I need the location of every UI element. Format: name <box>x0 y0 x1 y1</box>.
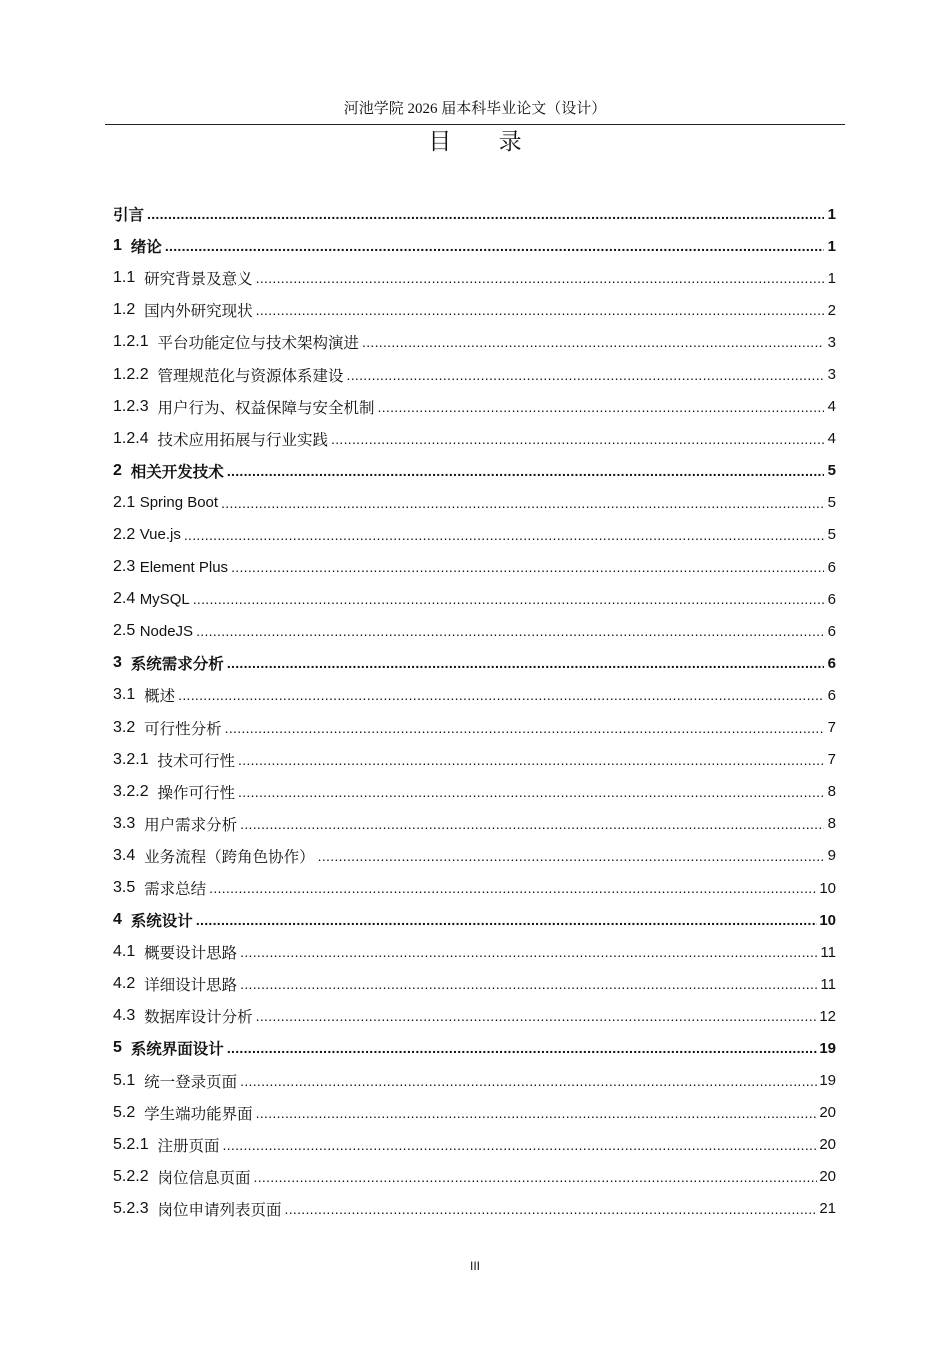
toc-dot-leader <box>227 1040 818 1056</box>
toc-dot-leader <box>256 1008 818 1024</box>
toc-entry-page: 8 <box>827 815 836 833</box>
toc-entry-page: 11 <box>820 943 836 961</box>
toc-dot-leader <box>362 334 824 350</box>
toc-entry-label: Element Plus <box>139 558 229 576</box>
toc-dot-leader <box>254 1169 818 1185</box>
toc-entry-number: 1.2.3 <box>113 397 158 415</box>
toc-entry-label: 需求总结 <box>144 880 207 899</box>
toc-dot-leader <box>256 1105 818 1121</box>
toc-entry-label: 管理规范化与资源体系建设 <box>157 366 344 385</box>
toc-dot-leader <box>256 302 824 318</box>
toc-entry-number: 3.2.2 <box>113 782 158 800</box>
toc-dot-leader <box>227 655 824 671</box>
page-number: III <box>469 1259 480 1273</box>
toc-entry[interactable] <box>113 647 836 679</box>
toc-dot-leader <box>223 1137 818 1153</box>
toc-dot-leader <box>256 270 824 286</box>
toc-entry[interactable] <box>113 230 836 262</box>
toc-entry-number: 3.5 <box>113 879 145 897</box>
toc-entry[interactable] <box>113 712 836 744</box>
toc-entry-number: 1.2.1 <box>113 333 158 351</box>
toc-entry-page: 9 <box>827 847 836 865</box>
toc-entry-number: 2.3 <box>113 558 140 576</box>
toc-entry-label: 注册页面 <box>157 1136 220 1155</box>
toc-entry[interactable] <box>113 487 836 519</box>
toc-entry[interactable] <box>113 1129 836 1161</box>
toc-entry[interactable] <box>113 840 836 872</box>
toc-entry[interactable] <box>113 391 836 423</box>
toc-entry-page: 19 <box>819 1072 836 1090</box>
toc-entry-number: 1.1 <box>113 269 145 287</box>
toc-dot-leader <box>240 1073 817 1089</box>
toc-dot-leader <box>331 431 824 447</box>
toc-entry-number: 4 <box>113 911 131 929</box>
toc-entry-page: 6 <box>827 558 836 576</box>
page-header: 河池学院 2026 届本科毕业论文（设计） <box>343 101 607 117</box>
toc-dot-leader <box>240 816 824 832</box>
toc-entry-label: MySQL <box>139 590 190 608</box>
toc-entry[interactable] <box>113 776 836 808</box>
toc-entry-number: 5.2.1 <box>113 1135 158 1153</box>
toc-entry-number: 2.5 <box>113 622 140 640</box>
toc-entry-page: 10 <box>819 879 836 897</box>
toc-dot-leader <box>196 912 818 928</box>
toc-entry-label: 岗位信息页面 <box>157 1168 251 1187</box>
toc-dot-leader <box>209 880 817 896</box>
toc-entry-label: 详细设计思路 <box>144 976 238 995</box>
toc-entry[interactable] <box>113 198 836 230</box>
toc-entry[interactable] <box>113 1193 836 1225</box>
toc-entry-label: 国内外研究现状 <box>144 302 253 321</box>
toc-entry[interactable] <box>113 1097 836 1129</box>
toc-entry-label: 岗位申请列表页面 <box>157 1200 282 1219</box>
toc-entry-number: 2 <box>113 461 131 479</box>
table-of-contents <box>113 198 836 1225</box>
toc-entry-number: 2.2 <box>113 525 140 543</box>
toc-entry-label: 技术应用拓展与行业实践 <box>157 430 328 449</box>
toc-entry-label: 系统需求分析 <box>130 655 224 674</box>
toc-entry-label: 数据库设计分析 <box>144 1008 253 1027</box>
toc-dot-leader <box>318 848 824 864</box>
toc-dot-leader <box>378 399 825 415</box>
toc-entry-label: 可行性分析 <box>144 719 222 738</box>
toc-entry-page: 6 <box>827 590 836 608</box>
toc-dot-leader <box>227 463 824 479</box>
toc-entry[interactable] <box>113 1032 836 1064</box>
toc-dot-leader <box>193 591 824 607</box>
toc-dot-leader <box>221 495 824 511</box>
toc-entry-label: 研究背景及意义 <box>144 270 253 289</box>
toc-entry-page: 4 <box>827 398 836 416</box>
toc-entry-number: 3.1 <box>113 686 145 704</box>
toc-entry-page: 5 <box>827 494 836 512</box>
toc-entry-number: 4.2 <box>113 975 145 993</box>
toc-entry[interactable] <box>113 423 836 455</box>
toc-entry-label: 系统界面设计 <box>130 1040 224 1059</box>
toc-entry[interactable] <box>113 583 836 615</box>
toc-entry-number: 3 <box>113 654 131 672</box>
toc-entry-label: Spring Boot <box>139 494 219 512</box>
toc-entry-number: 1.2.2 <box>113 365 158 383</box>
toc-entry-label: 平台功能定位与技术架构演进 <box>157 334 359 353</box>
toc-entry-page: 19 <box>819 1039 836 1057</box>
toc-dot-leader <box>147 206 824 222</box>
toc-entry-page: 20 <box>819 1136 836 1154</box>
toc-entry-page: 3 <box>827 366 836 384</box>
toc-dot-leader <box>285 1201 818 1217</box>
toc-dot-leader <box>196 623 824 639</box>
toc-entry[interactable] <box>113 1161 836 1193</box>
toc-entry-page: 7 <box>827 751 836 769</box>
toc-entry[interactable] <box>113 326 836 358</box>
toc-entry-number: 5 <box>113 1039 131 1057</box>
toc-entry[interactable] <box>113 551 836 583</box>
toc-entry-page: 1 <box>827 237 836 255</box>
toc-entry-number: 5.2 <box>113 1103 145 1121</box>
toc-entry-page: 1 <box>827 269 836 287</box>
toc-entry-label: 相关开发技术 <box>130 462 224 481</box>
toc-entry-number: 3.2.1 <box>113 750 158 768</box>
toc-entry-number: 1.2.4 <box>113 429 158 447</box>
toc-entry-number: 2.4 <box>113 590 140 608</box>
toc-entry-page: 21 <box>819 1200 836 1218</box>
toc-entry-label: 用户需求分析 <box>144 815 238 834</box>
toc-entry-label: 系统设计 <box>130 912 193 931</box>
toc-dot-leader <box>165 238 824 254</box>
toc-entry-page: 6 <box>827 654 836 672</box>
toc-entry-page: 6 <box>827 622 836 640</box>
toc-entry[interactable] <box>113 968 836 1000</box>
toc-entry-page: 6 <box>827 686 836 704</box>
toc-entry-number: 1.2 <box>113 301 145 319</box>
toc-entry[interactable] <box>113 1065 836 1097</box>
toc-entry-number: 5.1 <box>113 1071 145 1089</box>
toc-entry[interactable] <box>113 679 836 711</box>
toc-entry-page: 12 <box>819 1007 836 1025</box>
toc-entry-label: 绪论 <box>130 238 162 257</box>
toc-entry-label: 用户行为、权益保障与安全机制 <box>157 398 375 417</box>
toc-entry-label: 概述 <box>144 687 176 706</box>
toc-entry-label: 技术可行性 <box>157 751 235 770</box>
toc-entry-number: 3.4 <box>113 846 145 864</box>
header-rule <box>105 124 845 125</box>
toc-dot-leader <box>231 559 824 575</box>
toc-entry-number: 5.2.3 <box>113 1199 158 1217</box>
toc-entry-page: 4 <box>827 430 836 448</box>
toc-entry-page: 5 <box>827 526 836 544</box>
toc-dot-leader <box>225 720 824 736</box>
toc-dot-leader <box>240 976 818 992</box>
toc-entry[interactable] <box>113 936 836 968</box>
toc-entry-label: 操作可行性 <box>157 783 235 802</box>
toc-entry-number: 3.3 <box>113 814 145 832</box>
toc-entry-label: 概要设计思路 <box>144 944 238 963</box>
toc-entry[interactable] <box>113 808 836 840</box>
toc-entry-number: 5.2.2 <box>113 1167 158 1185</box>
toc-entry-page: 2 <box>827 301 836 319</box>
toc-dot-leader <box>238 784 824 800</box>
toc-entry-label: Vue.js <box>139 526 181 544</box>
toc-dot-leader <box>238 752 824 768</box>
toc-entry-number: 1 <box>113 237 131 255</box>
toc-entry-page: 8 <box>827 783 836 801</box>
toc-entry-number: 4.3 <box>113 1007 145 1025</box>
toc-entry-page: 1 <box>827 205 836 223</box>
toc-entry[interactable] <box>113 1000 836 1032</box>
toc-entry[interactable] <box>113 615 836 647</box>
toc-entry-label: 引言 <box>113 206 145 225</box>
toc-entry-page: 7 <box>827 719 836 737</box>
toc-entry-label: 学生端功能界面 <box>144 1104 253 1123</box>
toc-entry[interactable] <box>113 744 836 776</box>
toc-entry-label: NodeJS <box>139 622 194 640</box>
toc-dot-leader <box>240 944 818 960</box>
toc-entry-number: 3.2 <box>113 718 145 736</box>
toc-entry[interactable] <box>113 294 836 326</box>
toc-title: 目 录 <box>428 129 542 155</box>
toc-entry[interactable] <box>113 358 836 390</box>
toc-entry[interactable] <box>113 455 836 487</box>
toc-entry-label: 统一登录页面 <box>144 1072 238 1091</box>
toc-dot-leader <box>178 687 824 703</box>
toc-entry-page: 20 <box>819 1168 836 1186</box>
toc-entry[interactable] <box>113 872 836 904</box>
toc-entry[interactable] <box>113 904 836 936</box>
toc-entry-page: 5 <box>827 462 836 480</box>
toc-dot-leader <box>347 367 825 383</box>
toc-entry-page: 11 <box>820 975 836 993</box>
toc-entry-page: 3 <box>827 333 836 351</box>
toc-entry-label: 业务流程（跨角色协作） <box>144 847 315 866</box>
toc-entry-page: 10 <box>819 911 836 929</box>
toc-entry-number: 4.1 <box>113 943 145 961</box>
toc-entry-page: 20 <box>819 1104 836 1122</box>
toc-entry[interactable] <box>113 262 836 294</box>
toc-dot-leader <box>184 527 824 543</box>
toc-entry[interactable] <box>113 519 836 551</box>
toc-entry-number: 2.1 <box>113 493 140 511</box>
